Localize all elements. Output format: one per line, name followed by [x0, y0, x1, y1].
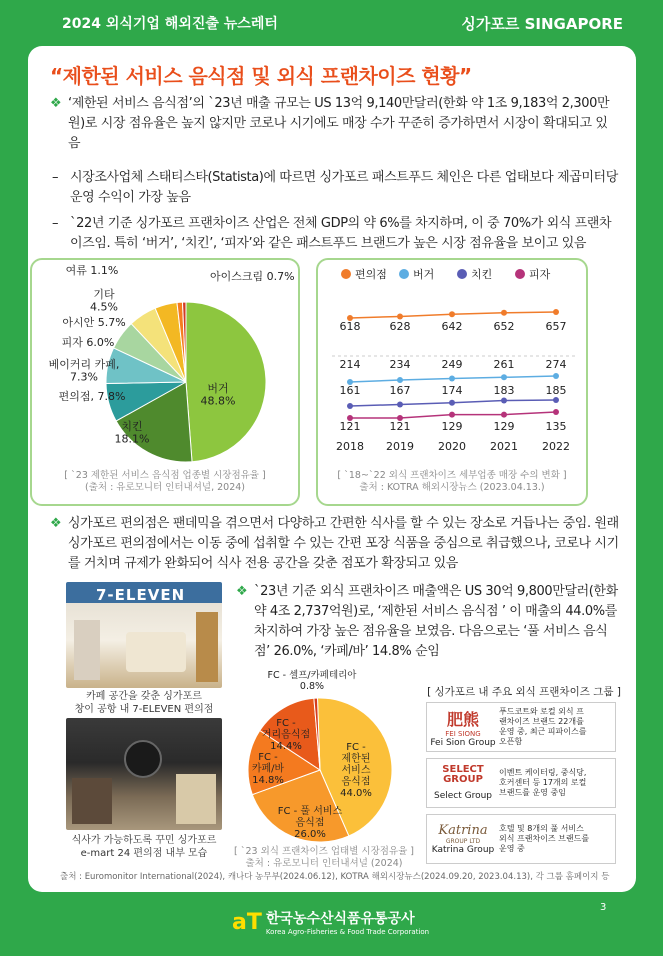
diamond-icon: ❖ — [236, 584, 248, 599]
x-tick-label: 2018 — [336, 440, 364, 453]
data-point — [347, 403, 353, 409]
x-tick-label: 2022 — [542, 440, 570, 453]
pie-slice-label: FC -거리음식점 14.4% — [261, 718, 311, 752]
data-label: 652 — [493, 320, 515, 333]
data-point — [553, 309, 559, 315]
data-point — [501, 310, 507, 316]
at-logo-icon: aT — [232, 909, 262, 935]
legend-marker — [341, 269, 351, 279]
data-label: 214 — [339, 358, 361, 371]
legend-marker — [457, 269, 467, 279]
data-label: 174 — [441, 384, 463, 397]
paragraph-2-text: 시장조사업체 스태티스타(Statista)에 따르면 싱가포르 패스트푸드 체인은 다른 업태보다 제곱미터당 운영 수익이 가장 높음 — [70, 170, 618, 205]
shelf — [196, 612, 218, 682]
data-point — [501, 412, 507, 418]
data-point — [553, 373, 559, 379]
pie-slice-label: 버거 48.8% — [200, 382, 236, 408]
data-point — [397, 377, 403, 383]
legend-label: 버거 — [413, 268, 435, 281]
data-label: 261 — [493, 358, 515, 371]
legend-label: 피자 — [529, 268, 551, 281]
newsletter-title: 2024 외식기업 해외진출 뉴스레터 — [62, 16, 278, 32]
data-label: 167 — [389, 384, 411, 397]
data-point — [397, 313, 403, 319]
pie-chart-svg — [238, 664, 428, 854]
dash-bullet: – — [52, 216, 59, 231]
pie-slice-label: 아시안 5.7% — [62, 316, 126, 329]
select-group-logo: SELECT GROUP — [442, 764, 484, 785]
data-point — [553, 397, 559, 403]
data-label: 234 — [389, 358, 411, 371]
katrina-logo: Katrina — [438, 823, 488, 838]
pie-slice-label: 편의점, 7.8% — [58, 390, 126, 403]
shelf — [176, 774, 216, 824]
group-description: 호텔 및 8개의 풀 서비스 외식 프랜차이즈 브랜드를 운영 중 — [499, 824, 590, 853]
group-logo — [427, 707, 499, 748]
counter — [126, 632, 186, 672]
group-item — [426, 814, 616, 864]
pie-slice-label: FC - 풀 서비스 음식점 26.0% — [277, 806, 343, 840]
pie-slice-label: 치킨 18.1% — [114, 420, 150, 446]
data-label: 129 — [441, 420, 463, 433]
group-name: Fei Sion Group — [430, 737, 496, 748]
photo-caption-2: 식사가 가능하도록 꾸민 싱가포르 e-mart 24 편의점 내부 모습 — [71, 835, 217, 859]
pie-slice-label: 기타 4.5% — [90, 288, 118, 314]
emart24-photo — [66, 718, 222, 830]
logo-subtext: FEI SIONG — [445, 729, 481, 738]
header — [0, 0, 663, 46]
data-label: 274 — [545, 358, 567, 371]
page-title: “제한된 서비스 음식점 및 외식 프랜차이즈 현황” — [50, 64, 472, 88]
paragraph-2 — [52, 168, 618, 208]
data-point — [449, 412, 455, 418]
data-label: 249 — [441, 358, 463, 371]
pie-slice-label: 베이커리 카페, 7.3% — [48, 358, 120, 384]
group-description: 이벤트 케이터링, 중식당, 호커센터 등 17개의 로컬 브랜드를 운영 중임 — [499, 768, 587, 797]
data-point — [501, 398, 507, 404]
data-label: 121 — [389, 420, 411, 433]
chart-source: (출처 : 유로모니터 인터내셔널, 2024) — [84, 482, 245, 493]
data-point — [449, 376, 455, 382]
pie-chart-box — [30, 258, 300, 506]
source-line: 출처 : Euromonitor International(2024), 캐나다 농무부(2024.06.12), KOTRA 해외시장뉴스(2024.09.20, 2023.04.13), 각 그룹 홈페이지 등 — [60, 872, 610, 882]
paragraph-5 — [236, 582, 618, 662]
fei-siong-logo: 肥熊 — [446, 709, 479, 729]
page-body — [28, 46, 636, 892]
paragraph-1-text: ‘제한된 서비스 음식점’의 `23년 매출 규모는 US 13억 9,140만달러(한화 약 1조 9,183억 2,300만원)로 시장 점유율은 높지 않지만 코로나 시기에도 매장 수가 꾸준히 증가하면서 시장이 확대되고 있음 — [68, 96, 610, 151]
data-label: 628 — [389, 320, 411, 333]
emart24-logo — [124, 740, 162, 778]
data-label: 183 — [493, 384, 515, 397]
dash-bullet: – — [52, 170, 59, 185]
page-number: 3 — [600, 902, 607, 913]
data-point — [501, 374, 507, 380]
paragraph-3 — [52, 214, 618, 254]
data-label: 135 — [545, 420, 567, 433]
data-label: 129 — [493, 420, 515, 433]
pie-chart-svg — [32, 260, 298, 466]
data-label: 618 — [339, 320, 361, 333]
org-name-en: Korea Agro-Fisheries & Food Trade Corporation — [265, 928, 430, 936]
line-chart-box — [316, 258, 588, 506]
pie-slice-label: 아이스크림 0.7% — [210, 270, 295, 283]
paragraph-4 — [50, 514, 624, 574]
pie-slice-label: 여류 1.1% — [65, 264, 119, 277]
data-point — [397, 402, 403, 408]
paragraph-5-text: `23년 기준 외식 프랜차이즈 매출액은 US 30억 9,800만달러(한화 약 4조 2,737억원)로, ‘제한된 서비스 음식점 ’ 이 매출의 44.0%를 차지하여 가장 높은 점유율을 보였음. 다음으로는 ‘풀 서비스 음식점’ 26.0%, ‘카페/바’ 14.8% 순임 — [254, 584, 618, 659]
footer-logo — [232, 908, 429, 936]
x-tick-label: 2020 — [438, 440, 466, 453]
chart-caption: [ `23 제한된 서비스 음식점 업종별 시장점유율 ] — [64, 470, 266, 481]
group-item — [426, 758, 616, 808]
pie-slice-label: FC - 셀프/카페테리아 0.8% — [267, 670, 357, 692]
photo-caption-1: 카페 공간을 갖춘 싱가포르 창이 공항 내 7-ELEVEN 편의점 — [74, 691, 214, 715]
logo-subtext: GROUP LTD — [445, 838, 481, 845]
x-tick-label: 2021 — [490, 440, 518, 453]
org-name-kr: 한국농수산식품유통공사 — [265, 911, 415, 927]
legend-marker — [399, 269, 409, 279]
store-sign: 7-ELEVEN — [96, 586, 186, 604]
data-label: 642 — [441, 320, 463, 333]
group-item — [426, 702, 616, 752]
legend-label: 치킨 — [471, 268, 493, 281]
paragraph-4-text: 싱가포르 편의점은 팬데믹을 겪으면서 다양하고 간편한 식사를 할 수 있는 장소로 거듭나는 중임. 원래 싱가포르 편의점에서는 이동 중에 섭취할 수 있는 간편 포장 식품을 중심으로 취급했으나, 코로나 시기를 거치며 규제가 완화되어 식사 전용 공간을 갖춘 점포가 확장되고 있음 — [68, 516, 619, 571]
data-label: 657 — [545, 320, 567, 333]
seven-eleven-photo — [66, 582, 222, 688]
legend-marker — [515, 269, 525, 279]
groups-title: [ 싱가포르 내 주요 외식 프랜차이즈 그룹 ] — [427, 686, 621, 698]
shelf — [74, 620, 100, 680]
chart-caption: [ `23 외식 프랜차이즈 업태별 시장점유율 ] — [233, 846, 415, 857]
chart-source: 출처 : KOTRA 해외시장뉴스 (2023.04.13.) — [359, 482, 545, 493]
group-description: 푸드코트와 로컬 외식 프랜차이즈 브랜드 22개를 운영 중, 최근 피파이스를 오픈함 — [499, 707, 587, 746]
line-chart-svg — [318, 260, 586, 466]
data-label: 161 — [339, 384, 361, 397]
pie-slice-label: FC -카페/바 14.8% — [251, 752, 285, 786]
group-logo — [427, 823, 499, 855]
diamond-icon: ❖ — [50, 96, 62, 111]
pie-slice-label: FC -제한된 서비스 음식점 44.0% — [340, 742, 372, 799]
data-label: 121 — [339, 420, 361, 433]
data-label: 185 — [545, 384, 567, 397]
diamond-icon: ❖ — [50, 516, 62, 531]
group-name: Select Group — [433, 791, 493, 801]
pie-slice-label: 피자 6.0% — [61, 336, 115, 349]
data-point — [449, 400, 455, 406]
group-name: Katrina Group — [431, 845, 495, 855]
data-point — [553, 409, 559, 415]
paragraph-1 — [50, 94, 616, 154]
chart-source: 출처 : 유로모니터 인터내셔널 (2024) — [245, 858, 403, 869]
data-point — [449, 311, 455, 317]
chart-caption: [ `18~`22 외식 프랜차이즈 세부업종 매장 수의 변화 ] — [337, 470, 567, 481]
legend-label: 편의점 — [355, 268, 387, 281]
group-logo — [427, 765, 499, 801]
table — [72, 778, 112, 824]
x-tick-label: 2019 — [386, 440, 414, 453]
country-title: 싱가포르 SINGAPORE — [461, 14, 623, 33]
paragraph-3-text: `22년 기준 싱가포르 프랜차이즈 산업은 전체 GDP의 약 6%를 차지하며, 이 중 70%가 외식 프랜차이즈임. 특히 ‘버거’, ‘치킨’, ‘피자’와 같은 패스트푸드 브랜드가 높은 시장 점유율을 보이고 있음 — [70, 216, 612, 251]
